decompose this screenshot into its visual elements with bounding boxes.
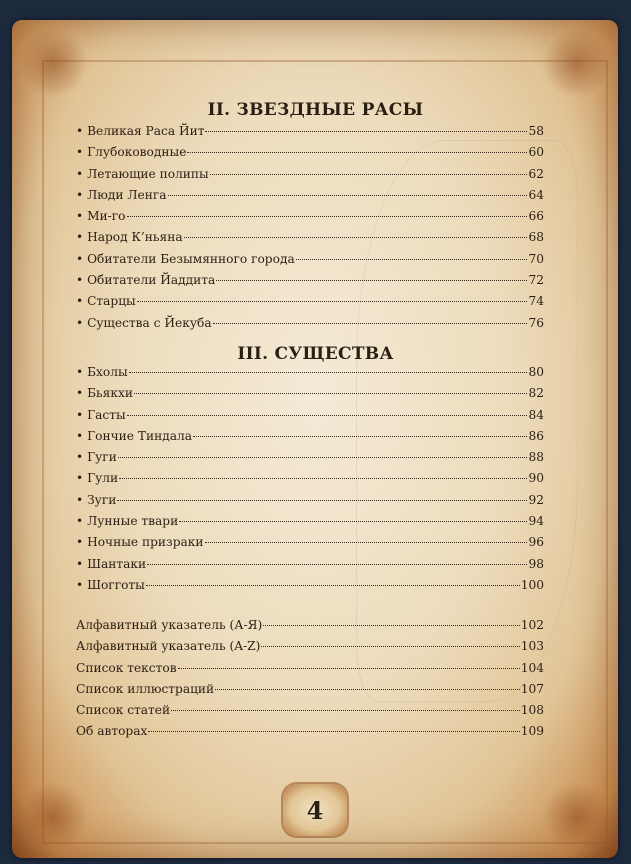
toc-entry-title: • Летающие полипы [76, 166, 209, 181]
toc-entry-title: • Гули [76, 471, 119, 486]
dot-leader [168, 195, 528, 196]
dot-leader [127, 216, 528, 217]
toc-list-creatures [76, 365, 544, 599]
section-title-creatures: III. СУЩЕСТВА [237, 344, 394, 364]
corner-ornament [18, 782, 88, 852]
dot-leader [193, 436, 527, 437]
toc-entry-title: • Лунные твари [76, 514, 179, 529]
toc-entry-title: • Обитатели Йаддита [76, 273, 216, 288]
toc-entry-page-number: 68 [528, 230, 544, 245]
dot-leader [261, 646, 519, 647]
toc-entry-title: Список иллюстраций [76, 681, 215, 696]
toc-entry-page-number: 64 [528, 187, 544, 202]
toc-entry-page-number: 88 [528, 450, 544, 465]
toc-entry-title: • Шогготы [76, 577, 145, 592]
toc-entry[interactable] [76, 493, 544, 514]
toc-entry[interactable] [76, 365, 544, 386]
toc-entry[interactable] [76, 535, 544, 556]
toc-entry-page-number: 100 [520, 577, 544, 592]
dot-leader [178, 668, 520, 669]
toc-entry-title: • Зуги [76, 492, 117, 507]
dot-leader [148, 731, 519, 732]
dot-leader [205, 131, 527, 132]
toc-list-appendix [76, 618, 544, 746]
toc-entry[interactable] [76, 703, 544, 724]
toc-entry[interactable] [76, 682, 544, 703]
toc-entry[interactable] [76, 252, 544, 273]
toc-entry-page-number: 74 [528, 294, 544, 309]
toc-list-stellar [76, 124, 544, 337]
toc-entry-page-number: 60 [528, 145, 544, 160]
toc-entry[interactable] [76, 230, 544, 251]
toc-entry-page-number: 58 [528, 124, 544, 138]
page-number: 4 [306, 795, 324, 825]
toc-entry[interactable] [76, 386, 544, 407]
toc-entry-page-number: 82 [528, 386, 544, 401]
toc-entry-page-number: 108 [520, 703, 544, 718]
toc-entry-title: Алфавитный указатель (A-Z) [76, 639, 261, 654]
toc-entry-page-number: 80 [528, 365, 544, 379]
toc-entry-page-number: 66 [528, 209, 544, 224]
dot-leader [137, 301, 528, 302]
dot-leader [205, 542, 528, 543]
toc-entry[interactable] [76, 316, 544, 337]
toc-entry-title: Список текстов [76, 660, 177, 675]
toc-entry[interactable] [76, 273, 544, 294]
corner-ornament [542, 28, 612, 98]
dot-leader [127, 415, 528, 416]
toc-entry-title: • Шантаки [76, 556, 147, 571]
dot-leader [296, 259, 528, 260]
page-number-badge [283, 784, 347, 836]
dot-leader [134, 393, 528, 394]
toc-entry-page-number: 103 [520, 639, 544, 654]
toc-entry-page-number: 76 [528, 315, 544, 330]
dot-leader [215, 689, 520, 690]
toc-entry-title: • Бхолы [76, 365, 128, 379]
toc-entry[interactable] [76, 450, 544, 471]
toc-entry[interactable] [76, 618, 544, 639]
toc-entry[interactable] [76, 294, 544, 315]
toc-entry-title: • Бьякхи [76, 386, 133, 401]
toc-entry[interactable] [76, 639, 544, 660]
toc-entry-page-number: 109 [520, 724, 544, 739]
toc-entry-page-number: 72 [528, 273, 544, 288]
toc-entry-title: Об авторах [76, 724, 148, 739]
toc-entry-page-number: 70 [528, 251, 544, 266]
dot-leader [129, 372, 528, 373]
toc-entry-title: Список статей [76, 703, 171, 718]
toc-entry-page-number: 107 [520, 681, 544, 696]
toc-entry[interactable] [76, 167, 544, 188]
dot-leader [171, 710, 520, 711]
toc-entry-page-number: 84 [528, 407, 544, 422]
dot-leader [147, 564, 527, 565]
toc-entry-title: • Гончие Тиндала [76, 428, 193, 443]
toc-entry-title: • Народ К’ньяна [76, 230, 183, 245]
toc-entry-title: Алфавитный указатель (А-Я) [76, 618, 263, 632]
toc-entry[interactable] [76, 557, 544, 578]
toc-entry-title: • Ми-го [76, 209, 126, 224]
toc-entry-title: • Великая Раса Йит [76, 124, 205, 138]
toc-entry[interactable] [76, 429, 544, 450]
toc-entry[interactable] [76, 514, 544, 535]
toc-entry-page-number: 92 [528, 492, 544, 507]
toc-entry-title: • Обитатели Безымянного города [76, 251, 295, 266]
toc-entry[interactable] [76, 408, 544, 429]
dot-leader [263, 625, 520, 626]
toc-entry[interactable] [76, 724, 544, 745]
dot-leader [213, 323, 528, 324]
toc-entry-page-number: 98 [528, 556, 544, 571]
dot-leader [118, 457, 528, 458]
toc-entry[interactable] [76, 471, 544, 492]
toc-entry[interactable] [76, 578, 544, 599]
dot-leader [184, 237, 528, 238]
toc-entry-page-number: 104 [520, 660, 544, 675]
toc-entry-title: • Гуги [76, 450, 117, 465]
dot-leader [119, 478, 527, 479]
toc-entry-title: • Гасты [76, 407, 126, 422]
toc-entry-page-number: 62 [528, 166, 544, 181]
toc-entry-page-number: 102 [520, 618, 544, 632]
toc-entry-page-number: 90 [528, 471, 544, 486]
section-title-stellar: II. ЗВЕЗДНЫЕ РАСЫ [207, 100, 424, 120]
toc-entry-title: • Ночные призраки [76, 535, 204, 550]
corner-ornament [542, 782, 612, 852]
toc-entry[interactable] [76, 661, 544, 682]
toc-entry-page-number: 94 [528, 514, 544, 529]
toc-entry-title: • Старцы [76, 294, 136, 309]
toc-entry-title: • Существа с Йекуба [76, 315, 212, 330]
toc-entry[interactable] [76, 209, 544, 230]
toc-entry-title: • Глубоководные [76, 145, 187, 160]
toc-entry-page-number: 96 [528, 535, 544, 550]
dot-leader [117, 500, 527, 501]
dot-leader [179, 521, 527, 522]
dot-leader [216, 280, 527, 281]
dot-leader [210, 174, 528, 175]
toc-entry[interactable] [76, 145, 544, 166]
toc-entry-title: • Люди Ленга [76, 187, 167, 202]
toc-entry-page-number: 86 [528, 428, 544, 443]
toc-entry[interactable] [76, 188, 544, 209]
corner-ornament [18, 28, 88, 98]
dot-leader [187, 152, 527, 153]
toc-entry[interactable] [76, 124, 544, 145]
dot-leader [146, 585, 520, 586]
